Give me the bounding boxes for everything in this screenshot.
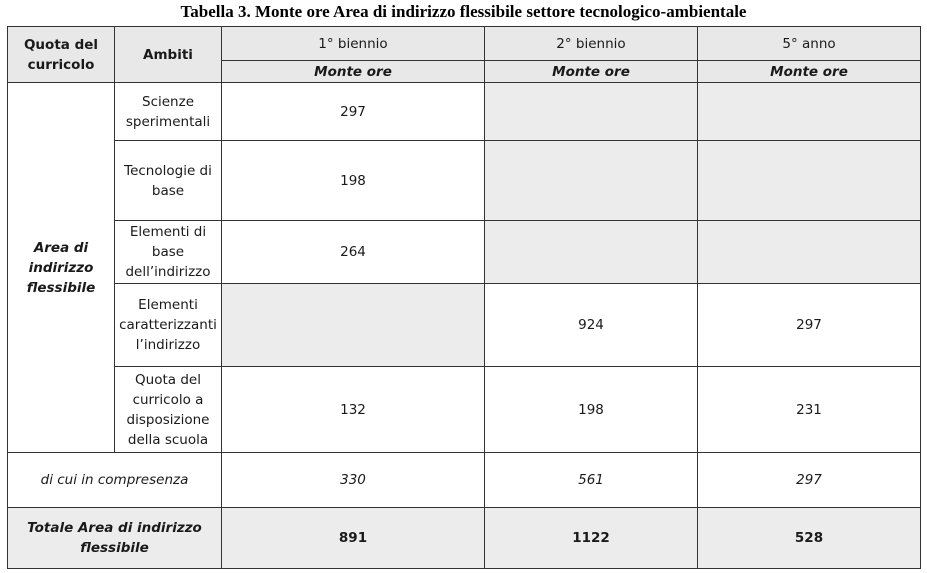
value-cell: 132 <box>222 367 485 453</box>
total-cell: 1122 <box>485 508 698 569</box>
total-cell: 891 <box>222 508 485 569</box>
header-monte-ore: Monte ore <box>698 61 921 83</box>
total-cell: 528 <box>698 508 921 569</box>
empty-cell <box>698 141 921 221</box>
value-cell: 264 <box>222 221 485 284</box>
header-quota: Quota del curricolo <box>8 27 115 83</box>
table-row <box>8 367 921 453</box>
empty-cell <box>485 221 698 284</box>
empty-cell <box>222 284 485 367</box>
empty-cell <box>698 83 921 141</box>
header-period: 2° biennio <box>485 27 698 61</box>
compresenza-label: di cui in compresenza <box>8 453 222 508</box>
empty-cell <box>485 141 698 221</box>
table-row <box>8 284 921 367</box>
area-label: Area di indirizzo flessibile <box>8 83 115 453</box>
table-title: Tabella 3. Monte ore Area di indirizzo flessibile settore tecnologico-ambientale <box>180 2 747 21</box>
header-monte-ore: Monte ore <box>222 61 485 83</box>
table-row <box>8 83 921 141</box>
totale-label: Totale Area di indirizzo flessibile <box>8 508 222 569</box>
value-cell: 297 <box>222 83 485 141</box>
ambito-label: Elementi caratterizzanti l’indirizzo <box>115 284 222 367</box>
table-row <box>8 221 921 284</box>
value-cell: 231 <box>698 367 921 453</box>
value-cell: 198 <box>485 367 698 453</box>
ambito-label: Elementi di base dell’indirizzo <box>115 221 222 284</box>
table-row <box>8 141 921 221</box>
empty-cell <box>485 83 698 141</box>
value-cell: 561 <box>485 453 698 508</box>
header-period: 5° anno <box>698 27 921 61</box>
ambito-label: Scienze sperimentali <box>115 83 222 141</box>
ambito-label: Tecnologie di base <box>115 141 222 221</box>
value-cell: 297 <box>698 453 921 508</box>
totale-row <box>8 508 921 569</box>
monte-ore-table <box>7 26 921 569</box>
value-cell: 198 <box>222 141 485 221</box>
header-monte-ore: Monte ore <box>485 61 698 83</box>
value-cell: 330 <box>222 453 485 508</box>
value-cell: 924 <box>485 284 698 367</box>
header-period: 1° biennio <box>222 27 485 61</box>
compresenza-row <box>8 453 921 508</box>
ambito-label: Quota del curricolo a disposizione della scuola <box>115 367 222 453</box>
empty-cell <box>698 221 921 284</box>
value-cell: 297 <box>698 284 921 367</box>
header-ambiti: Ambiti <box>115 27 222 83</box>
